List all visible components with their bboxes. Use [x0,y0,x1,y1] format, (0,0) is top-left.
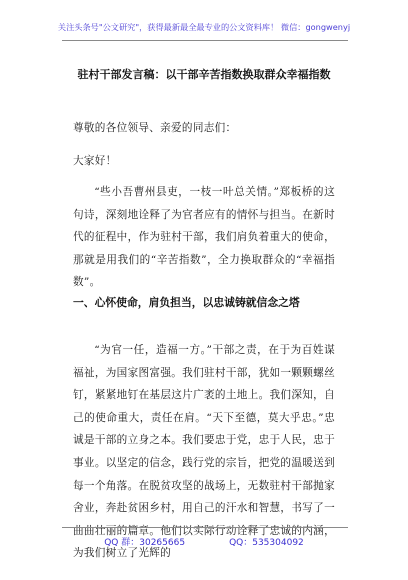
section-heading: 一、心怀使命，肩负担当，以忠诚铸就信念之塔 [73,296,300,309]
footer [0,535,408,548]
footer-divider [62,527,348,528]
paragraph-body: “为官一任，造福一方。”干部之责，在于为百姓谋福祉，为国家图富强。我们驻村干部，犹如一颗颗螺丝钉，紧紧地钉在基层这片广袤的土地上。我们深知，自己的使命重大，责任在肩。“天下至德，莫大乎忠。”忠诚是干部的立身之本。我们要忠于党，忠于人民，忠于事业。以坚定的信念，践行党的宗旨，把党的温暖送到每一个角落。在脱贫攻坚的战场上，无数驻村干部抛家舍业，奔赴贫困乡村，用自己的汗水和智慧，书写了一曲曲壮丽的篇章。他们以实际行动诠释了忠诚的内涵，为我们树立了光辉的 [73,344,335,560]
greeting: 大家好！ [73,155,117,167]
document-title: 驻村干部发言稿：以干部辛苦指数换取群众幸福指数 [77,68,331,81]
paragraph-intro: “些小吾曹州县吏，一枝一叶总关情。”郑板桥的这句诗，深刻地诠释了为官者应有的情怀与担当。在新时代的征程中，作为驻村干部，我们肩负着重大的使命，那就是用我们的“辛苦指数”，全力换取群众的“幸福指数”。 [73,186,335,289]
footer-qq: QQ：535304092 [229,538,304,548]
salutation: 尊敬的各位领导、亲爱的同志们： [73,122,237,134]
header-divider [62,40,348,41]
header-banner: 关注头条号"公文研究"，获得最新最全最专业的公文资料库！ 微信：gongwenyj [57,22,351,32]
footer-qq-group: QQ 群：30265665 [104,538,186,548]
